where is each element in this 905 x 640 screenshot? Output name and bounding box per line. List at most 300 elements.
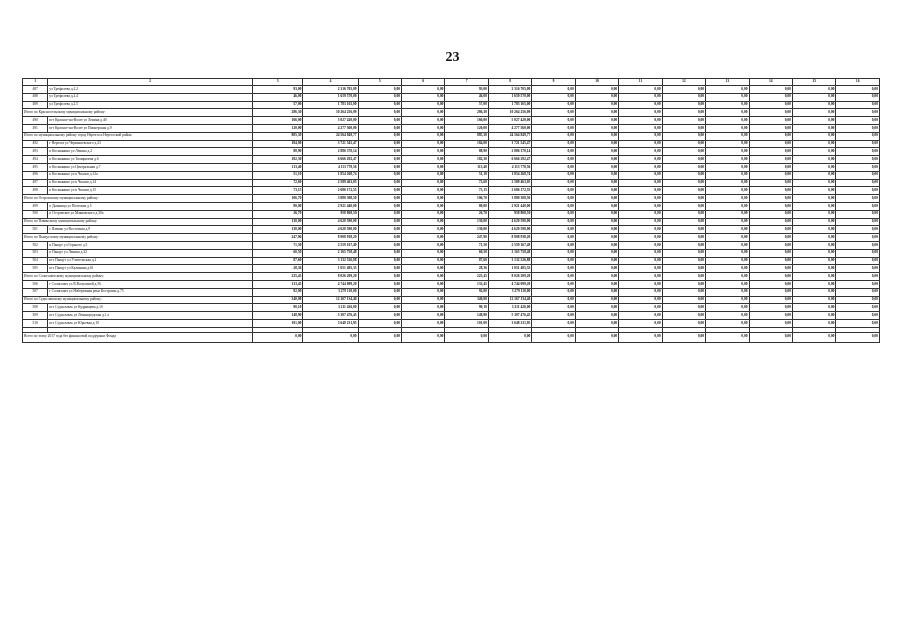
value-cell: 51,10: [252, 171, 303, 179]
row-id-cell: 489: [23, 101, 48, 109]
value-cell: 0,00: [619, 210, 662, 218]
value-cell: 12 167 134,40: [303, 296, 358, 304]
value-cell: 0,00: [575, 124, 618, 132]
value-cell: 0,00: [619, 117, 662, 125]
value-cell: 0,00: [575, 257, 618, 265]
value-cell: 3 880 308,50: [303, 195, 358, 203]
value-cell: 0,00: [662, 109, 705, 117]
value-cell: 0,00: [402, 86, 445, 94]
value-cell: 8 026 209,20: [488, 273, 531, 281]
value-cell: 0,00: [619, 312, 662, 320]
column-header: 13: [706, 79, 749, 86]
address-cell: пгт Красное-на-Волге ул Ленина д.40: [48, 117, 253, 125]
value-cell: 0,00: [749, 332, 792, 342]
value-cell: 0,00: [836, 296, 880, 304]
value-cell: 0,00: [358, 226, 401, 234]
value-cell: 0,00: [836, 241, 880, 249]
value-cell: 93,00: [445, 86, 488, 94]
value-cell: 0,00: [532, 249, 575, 257]
value-cell: 0,00: [619, 124, 662, 132]
column-header: 3: [252, 79, 303, 86]
value-cell: 0,00: [662, 273, 705, 281]
value-cell: 0,00: [706, 148, 749, 156]
value-cell: 0,00: [792, 280, 835, 288]
value-cell: 26,70: [252, 210, 303, 218]
value-cell: 0,00: [706, 312, 749, 320]
value-cell: 0,00: [706, 163, 749, 171]
value-cell: 87,60: [445, 257, 488, 265]
value-cell: 0,00: [749, 312, 792, 320]
table-row: [23, 210, 880, 218]
value-cell: 0,00: [619, 265, 662, 273]
column-header: 8: [488, 79, 531, 86]
value-cell: 0,00: [792, 319, 835, 327]
value-cell: 4 620 590,00: [488, 226, 531, 234]
row-id-cell: 505: [23, 265, 48, 273]
value-cell: 0,00: [792, 179, 835, 187]
value-cell: 286,30: [252, 109, 303, 117]
value-cell: 0,00: [532, 140, 575, 148]
row-id-cell: 497: [23, 179, 48, 187]
value-cell: 0,00: [619, 93, 662, 101]
value-cell: 0,00: [792, 218, 835, 226]
value-cell: 0,00: [792, 86, 835, 94]
table-row: [23, 163, 880, 171]
row-id-cell: 491: [23, 124, 48, 132]
value-cell: 133,45: [445, 280, 488, 288]
value-cell: 0,00: [662, 210, 705, 218]
row-id-cell: 504: [23, 257, 48, 265]
value-cell: 0,00: [575, 226, 618, 234]
value-cell: 0,00: [836, 202, 880, 210]
value-cell: 0,00: [358, 140, 401, 148]
value-cell: 247,96: [445, 234, 488, 242]
value-cell: 1 854 268,74: [488, 171, 531, 179]
value-cell: 0,00: [575, 210, 618, 218]
value-cell: 0,00: [749, 140, 792, 148]
value-cell: 0,00: [575, 312, 618, 320]
value-cell: 0,00: [402, 101, 445, 109]
value-cell: 0,00: [575, 179, 618, 187]
table-row: [23, 171, 880, 179]
value-cell: 130,00: [252, 218, 303, 226]
value-cell: 0,00: [575, 241, 618, 249]
value-cell: 0,00: [749, 156, 792, 164]
value-cell: 0,00: [706, 156, 749, 164]
address-cell: пгт Судиславль ул Кудрявцева д.1б: [48, 304, 253, 312]
value-cell: 0,00: [358, 304, 401, 312]
value-cell: 0,00: [706, 241, 749, 249]
value-cell: 0,00: [575, 280, 618, 288]
value-cell: 0,00: [836, 226, 880, 234]
value-cell: 0,00: [532, 280, 575, 288]
value-cell: 0,00: [792, 195, 835, 203]
value-cell: 0,00: [402, 273, 445, 281]
value-cell: 0,00: [358, 265, 401, 273]
value-cell: 0,00: [749, 249, 792, 257]
value-cell: 12 167 134,40: [488, 296, 531, 304]
value-cell: 0,00: [792, 257, 835, 265]
table-row: [23, 140, 880, 148]
value-cell: 0,00: [575, 148, 618, 156]
value-cell: 0,00: [575, 249, 618, 257]
value-cell: 0,00: [792, 312, 835, 320]
value-cell: 0,00: [792, 171, 835, 179]
value-cell: 0,00: [402, 156, 445, 164]
value-cell: 0,00: [532, 304, 575, 312]
value-cell: 0,00: [358, 202, 401, 210]
value-cell: 130,00: [445, 218, 488, 226]
value-cell: 0,00: [792, 304, 835, 312]
value-cell: 184,00: [445, 140, 488, 148]
value-cell: 0,00: [662, 86, 705, 94]
value-cell: 0,00: [532, 179, 575, 187]
value-cell: 10 264 256,09: [303, 109, 358, 117]
column-header: 5: [358, 79, 401, 86]
value-cell: 8 026 209,20: [303, 273, 358, 281]
total-label-cell: Итого по Островскому муниципальному району:: [23, 195, 253, 203]
value-cell: 0,00: [532, 93, 575, 101]
column-header: 11: [619, 79, 662, 86]
value-cell: 0,00: [706, 319, 749, 327]
value-cell: 6 666 292,47: [488, 156, 531, 164]
value-cell: 0,00: [575, 171, 618, 179]
value-cell: 57,00: [252, 101, 303, 109]
value-cell: 8 908 938,20: [303, 234, 358, 242]
value-cell: 0,00: [836, 93, 880, 101]
value-cell: 0,00: [836, 179, 880, 187]
value-cell: 0,00: [532, 218, 575, 226]
value-cell: 0,00: [662, 249, 705, 257]
value-cell: 0,00: [749, 241, 792, 249]
value-cell: 0,00: [662, 234, 705, 242]
value-cell: 0,00: [749, 132, 792, 140]
value-cell: 0,00: [749, 101, 792, 109]
value-cell: 0,00: [402, 218, 445, 226]
value-cell: 182,30: [445, 156, 488, 164]
value-cell: 286,30: [445, 109, 488, 117]
value-cell: 148,90: [252, 312, 303, 320]
value-cell: 3 880 308,50: [488, 195, 531, 203]
value-cell: 0,00: [706, 171, 749, 179]
value-cell: 0,00: [575, 109, 618, 117]
value-cell: 46,00: [252, 93, 303, 101]
value-cell: 0,00: [619, 296, 662, 304]
value-cell: 90,10: [252, 304, 303, 312]
table-row: [23, 117, 880, 125]
value-cell: 0,00: [836, 101, 880, 109]
column-header: 14: [749, 79, 792, 86]
table-row: [23, 288, 880, 296]
value-cell: 0,00: [749, 257, 792, 265]
table-row: [23, 319, 880, 327]
value-cell: 0,00: [662, 288, 705, 296]
value-cell: 0,00: [749, 93, 792, 101]
value-cell: 1 854 268,74: [303, 171, 358, 179]
report-table: [22, 78, 880, 343]
row-id-cell: 488: [23, 93, 48, 101]
column-header: 7: [445, 79, 488, 86]
value-cell: 0,00: [836, 117, 880, 125]
value-cell: 0,00: [575, 187, 618, 195]
value-cell: 0,00: [619, 179, 662, 187]
value-cell: 0,00: [792, 156, 835, 164]
district-total-row: [23, 109, 880, 117]
value-cell: 0,00: [402, 132, 445, 140]
value-cell: 0,00: [836, 86, 880, 94]
value-cell: 80,00: [252, 202, 303, 210]
report-table-container: [22, 78, 880, 343]
value-cell: 0,00: [706, 187, 749, 195]
value-cell: 5 027 420,00: [488, 117, 531, 125]
value-cell: 0,00: [532, 124, 575, 132]
value-cell: 2 886 370,14: [488, 148, 531, 156]
value-cell: 0,00: [532, 101, 575, 109]
value-cell: 0,00: [836, 312, 880, 320]
value-cell: 0,00: [402, 140, 445, 148]
value-cell: 0,00: [706, 257, 749, 265]
value-cell: 0,00: [358, 218, 401, 226]
value-cell: 0,00: [662, 93, 705, 101]
value-cell: 71,50: [252, 241, 303, 249]
table-row: [23, 202, 880, 210]
value-cell: 73,15: [445, 187, 488, 195]
value-cell: 0,00: [619, 202, 662, 210]
total-label-cell: Итого по Пыщугскому муниципальному району:: [23, 234, 253, 242]
value-cell: 0,00: [749, 187, 792, 195]
value-cell: 0,00: [575, 288, 618, 296]
value-cell: 8 908 938,20: [488, 234, 531, 242]
value-cell: 0,00: [706, 109, 749, 117]
value-cell: 0,00: [662, 163, 705, 171]
value-cell: 2 165 758,48: [303, 249, 358, 257]
value-cell: 0,00: [358, 187, 401, 195]
value-cell: 0,00: [792, 140, 835, 148]
value-cell: 0,00: [706, 265, 749, 273]
value-cell: 73,15: [252, 187, 303, 195]
value-cell: 93,00: [252, 86, 303, 94]
value-cell: 88,90: [445, 148, 488, 156]
value-cell: 0,00: [358, 86, 401, 94]
value-cell: 0,00: [792, 241, 835, 249]
value-cell: 2 921 440,00: [488, 202, 531, 210]
table-row: [23, 312, 880, 320]
address-cell: ул Трефолева д.2.5: [48, 101, 253, 109]
value-cell: 0,00: [358, 117, 401, 125]
value-cell: 0,00: [836, 218, 880, 226]
address-cell: с Павино ул Восточная д.9: [48, 226, 253, 234]
value-cell: 0,00: [662, 117, 705, 125]
value-cell: 0,00: [706, 117, 749, 125]
value-cell: 0,00: [532, 86, 575, 94]
value-cell: 0,00: [836, 332, 880, 342]
address-cell: г Солигалич ул Набережная реки Костромы д.75: [48, 288, 253, 296]
value-cell: 92,00: [252, 288, 303, 296]
address-cell: п Космынино ул Ленина д.2: [48, 148, 253, 156]
value-cell: 0,00: [402, 257, 445, 265]
value-cell: 6 666 292,47: [303, 156, 358, 164]
district-total-row: [23, 218, 880, 226]
value-cell: 0,00: [358, 273, 401, 281]
row-id-cell: 509: [23, 312, 48, 320]
value-cell: 4 277 560,00: [488, 124, 531, 132]
total-label-cell: Итого по Судиславскому муниципальному району:: [23, 296, 253, 304]
value-cell: 958 868,50: [488, 210, 531, 218]
value-cell: 60,50: [252, 249, 303, 257]
value-cell: 0,00: [358, 101, 401, 109]
value-cell: 0,00: [532, 187, 575, 195]
row-id-cell: 495: [23, 163, 48, 171]
value-cell: 0,00: [402, 312, 445, 320]
value-cell: 0,00: [402, 124, 445, 132]
value-cell: 3 211 426,00: [488, 304, 531, 312]
address-cell: п Космынино ул к Чкалов д.14: [48, 179, 253, 187]
value-cell: 4 113 778,56: [488, 163, 531, 171]
value-cell: 0,00: [619, 257, 662, 265]
value-cell: 0,00: [402, 319, 445, 327]
value-cell: 0,00: [619, 156, 662, 164]
value-cell: 0,00: [706, 304, 749, 312]
row-id-cell: 508: [23, 304, 48, 312]
value-cell: 26,70: [445, 210, 488, 218]
value-cell: 0,00: [619, 86, 662, 94]
column-header: 12: [662, 79, 705, 86]
value-cell: 0,00: [358, 234, 401, 242]
value-cell: 0,00: [792, 117, 835, 125]
table-row: [23, 257, 880, 265]
value-cell: 0,00: [662, 132, 705, 140]
value-cell: 0,00: [662, 265, 705, 273]
value-cell: 0,00: [749, 109, 792, 117]
value-cell: 72,60: [445, 179, 488, 187]
value-cell: 24 564 849,77: [303, 132, 358, 140]
value-cell: 0,00: [662, 312, 705, 320]
value-cell: 4 744 099,20: [488, 280, 531, 288]
value-cell: 4 620 590,00: [303, 218, 358, 226]
value-cell: 0,00: [358, 179, 401, 187]
value-cell: 92,00: [445, 288, 488, 296]
page-number: 23: [445, 50, 460, 65]
value-cell: 1 783 165,00: [488, 101, 531, 109]
value-cell: 0,00: [662, 296, 705, 304]
district-total-row: [23, 273, 880, 281]
table-row: [23, 280, 880, 288]
value-cell: 0,00: [619, 195, 662, 203]
value-cell: 0,00: [402, 117, 445, 125]
value-cell: 0,00: [662, 101, 705, 109]
value-cell: 0,00: [749, 273, 792, 281]
value-cell: 0,00: [836, 234, 880, 242]
value-cell: 0,00: [836, 156, 880, 164]
value-cell: 0,00: [792, 132, 835, 140]
value-cell: 0,00: [749, 319, 792, 327]
value-cell: 24 564 849,77: [488, 132, 531, 140]
table-row: [23, 265, 880, 273]
value-cell: 0,00: [749, 117, 792, 125]
value-cell: 0,00: [402, 226, 445, 234]
address-cell: п Космынино ул к Чкалов д.15: [48, 187, 253, 195]
value-cell: 113,40: [445, 163, 488, 171]
total-label-cell: Итого по Павинскому муниципальному району:: [23, 218, 253, 226]
value-cell: 0,00: [836, 163, 880, 171]
value-cell: 0,00: [358, 163, 401, 171]
value-cell: 0,00: [792, 249, 835, 257]
value-cell: 0,00: [792, 296, 835, 304]
row-id-cell: 510: [23, 319, 48, 327]
value-cell: 130,00: [445, 226, 488, 234]
value-cell: 0,00: [619, 218, 662, 226]
value-cell: 0,00: [358, 171, 401, 179]
value-cell: 0,00: [662, 148, 705, 156]
row-id-cell: 487: [23, 86, 48, 94]
value-cell: 0,00: [532, 241, 575, 249]
value-cell: 0,00: [619, 234, 662, 242]
value-cell: 0,00: [575, 218, 618, 226]
table-row: [23, 226, 880, 234]
address-cell: пгт Пыщуг ул Калинина д.61: [48, 265, 253, 273]
table-row: [23, 93, 880, 101]
table-row: [23, 179, 880, 187]
table-row: [23, 304, 880, 312]
value-cell: 0,00: [532, 132, 575, 140]
value-cell: 0,00: [749, 124, 792, 132]
value-cell: 0,00: [749, 296, 792, 304]
value-cell: 0,00: [836, 148, 880, 156]
value-cell: 0,00: [532, 332, 575, 342]
value-cell: 0,00: [402, 288, 445, 296]
value-cell: 0,00: [792, 124, 835, 132]
value-cell: 0,00: [836, 249, 880, 257]
row-id-cell: 507: [23, 288, 48, 296]
value-cell: 0,00: [402, 187, 445, 195]
value-cell: 340,00: [252, 296, 303, 304]
value-cell: 0,00: [532, 273, 575, 281]
value-cell: 2 589 463,05: [488, 179, 531, 187]
value-cell: 1 051 485,35: [488, 265, 531, 273]
value-cell: 0,00: [706, 234, 749, 242]
value-cell: 0,00: [358, 312, 401, 320]
row-id-cell: 503: [23, 249, 48, 257]
address-cell: п Космынино ул Центральная д.7: [48, 163, 253, 171]
value-cell: 0,00: [402, 296, 445, 304]
value-cell: 0,00: [532, 148, 575, 156]
value-cell: 0,00: [402, 148, 445, 156]
value-cell: 2 316 705,09: [303, 86, 358, 94]
value-cell: 0,00: [575, 163, 618, 171]
value-cell: 0,00: [836, 140, 880, 148]
value-cell: 0,00: [575, 319, 618, 327]
value-cell: 2 316 705,09: [488, 86, 531, 94]
value-cell: 0,00: [532, 319, 575, 327]
value-cell: 0,00: [706, 124, 749, 132]
address-cell: п Пыщуг ул Горького д.5: [48, 241, 253, 249]
table-body: [23, 79, 880, 343]
table-row: [23, 101, 880, 109]
row-id-cell: 492: [23, 140, 48, 148]
value-cell: 0,00: [532, 195, 575, 203]
value-cell: 0,00: [358, 319, 401, 327]
value-cell: 0,00: [662, 218, 705, 226]
value-cell: 0,00: [532, 296, 575, 304]
value-cell: 0,00: [662, 241, 705, 249]
value-cell: 0,00: [402, 210, 445, 218]
value-cell: 0,00: [358, 148, 401, 156]
value-cell: 0,00: [619, 249, 662, 257]
value-cell: 4 113 778,56: [303, 163, 358, 171]
value-cell: 0,00: [402, 332, 445, 342]
column-header: 16: [836, 79, 880, 86]
table-row: [23, 187, 880, 195]
